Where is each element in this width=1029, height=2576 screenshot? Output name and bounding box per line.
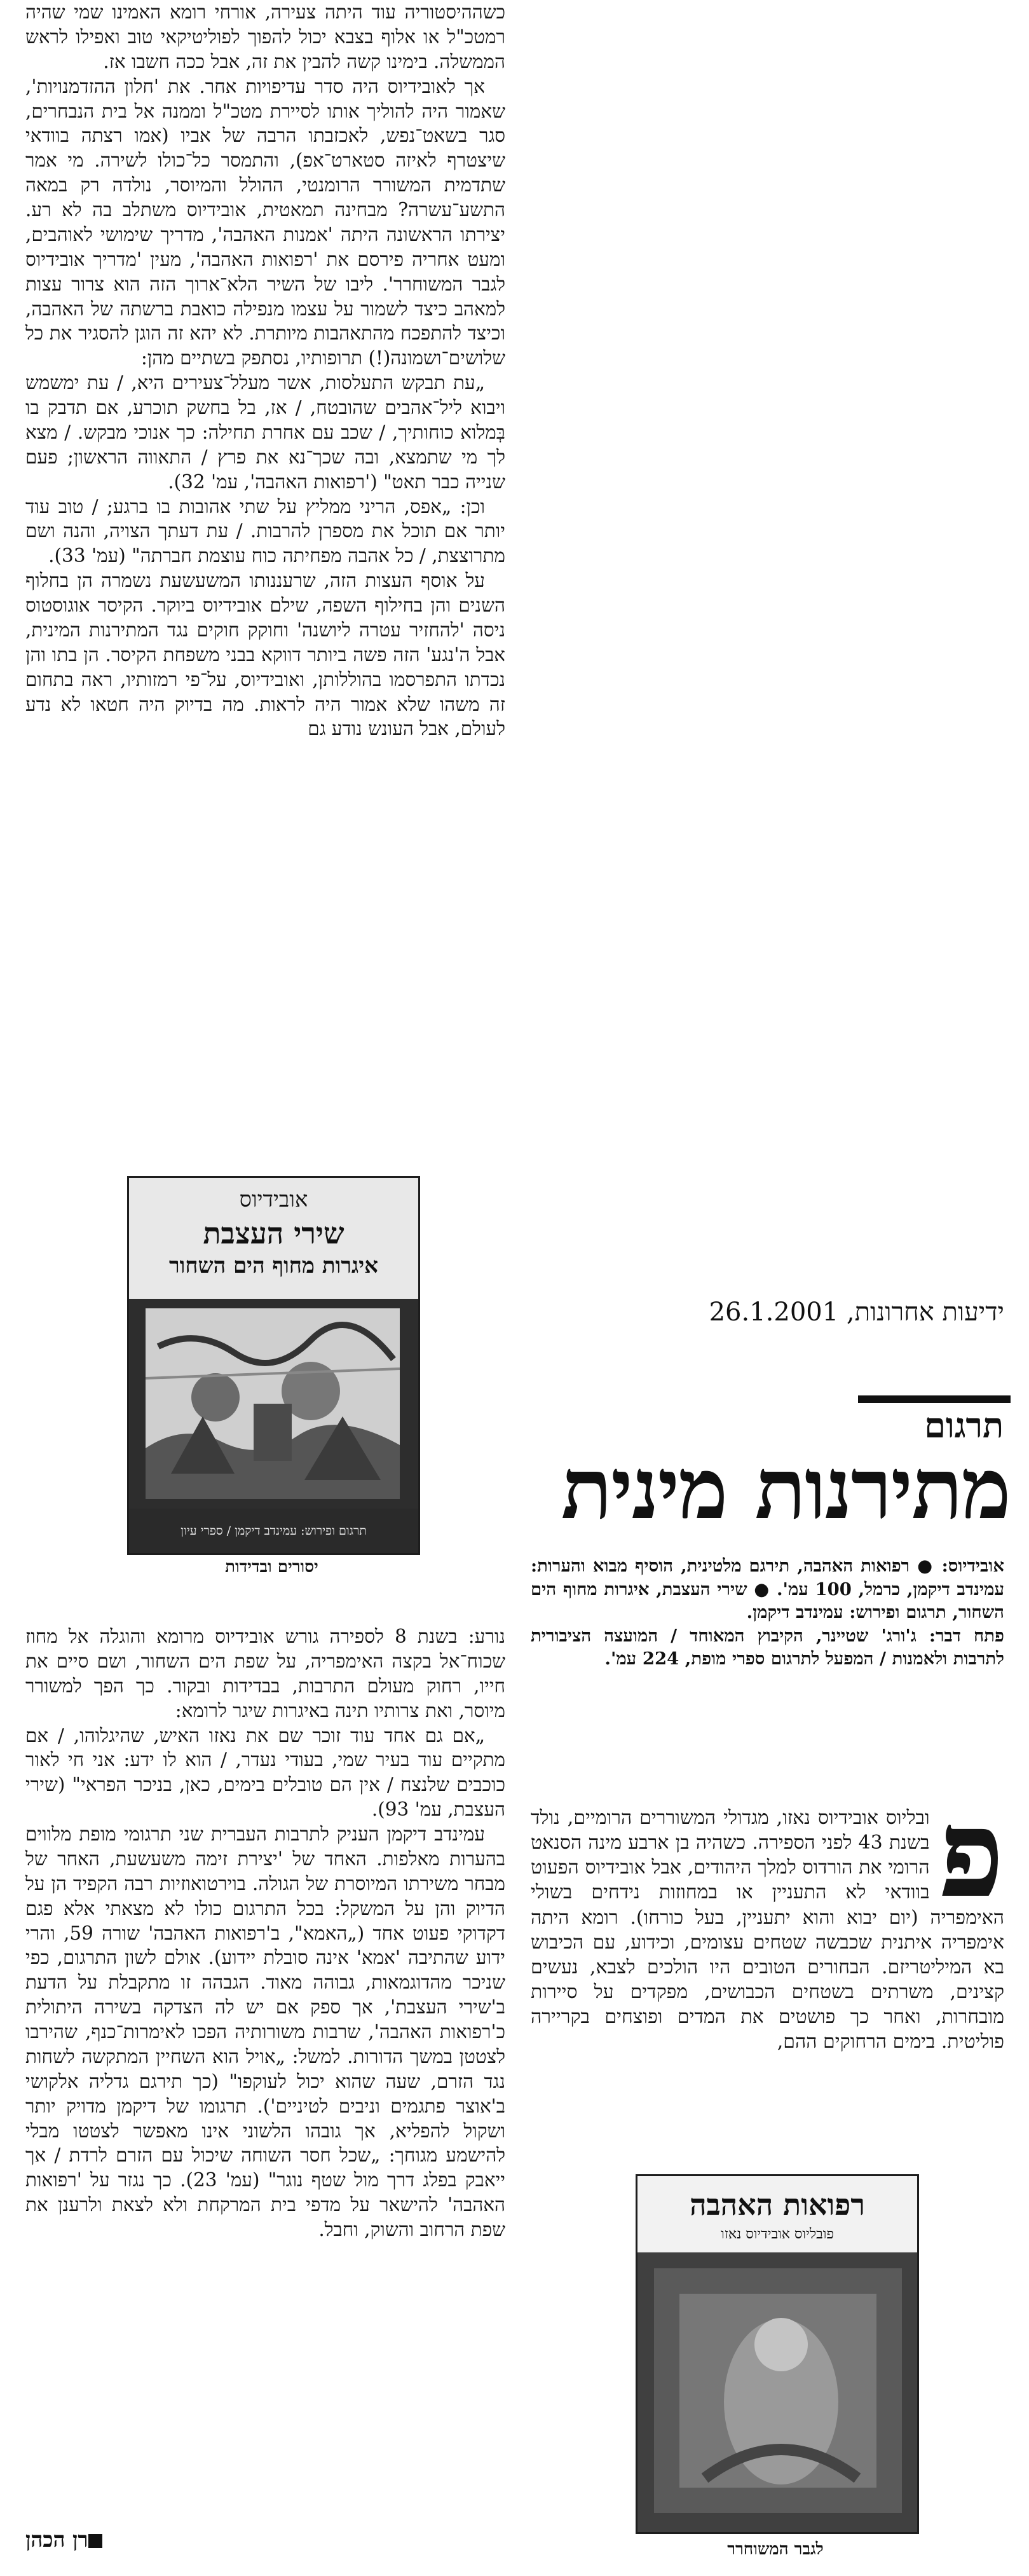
square-bullet-icon — [88, 2534, 102, 2548]
author-name: רן הכהן — [25, 2527, 88, 2552]
paragraph: נורע: בשנת 8 לספירה גורש אובידיוס מרומא והוגלה אל מחוז שכוח־אל בקצה האימפריה, על שפת הים השחור, ושם סיים את חייו, רחוק מעולם התרבות, בבדידות ובקור. כך הפך למשורר מיוסר, ואת צרותיו תינה באיגרות שיגר לרומא: — [25, 1626, 505, 1722]
cover-title-block — [129, 1178, 418, 1299]
book-cover-shirei-haatsevet — [127, 1176, 420, 1555]
cover-painting-image — [654, 2268, 902, 2513]
section-rule — [858, 1395, 1011, 1403]
image-caption: יסורים ובדידות — [225, 1558, 318, 1577]
section-label: תרגום — [924, 1405, 1004, 1446]
paragraph: „אם גם אחד עוד זוכר שם את נאזו האיש, שהיגלוהו, / אם מתקיים עוד בעיר שמי, בעודי נעדר, / הוא לו ידע: אני חי לאור כוכבים שלנצח / אין הם טובלים בימים, כאן, בניכר הפראי" (שירי העצבת, עמ' 93). — [25, 1724, 505, 1821]
author-byline — [25, 2527, 110, 2552]
paragraph: וכן: „אפס, הריני ממליץ על שתי אהובות בו ברגע; / טוב עוד יותר אם תוכל את מספרן להרבות. / עת דעתך הצויה, והנה ושם מתרוצצת, / כל אהבה מפחיתה כוח עוצמת חברתה" (עמ' 33). — [25, 495, 505, 567]
drop-cap: פ — [938, 1783, 1004, 1924]
cover-engraving-image — [146, 1308, 400, 1499]
credits-line: אובידיוס: ● רפואות האהבה, תירגם מלטינית, הוסיף מבוא והערות: עמינדב דיקמן, כרמל, 100 עמ'. ● שירי העצבת, איגרות מחוף הים השחור, תרגום ופירוש: עמינדב דיקמן. — [531, 1556, 1005, 1623]
headline: מתירנות מינית — [561, 1440, 1010, 1538]
paragraph: על אוסף העצות הזה, שרעננותו המשעשעת נשמרה הן בחלוף השנים והן בחילוף השפה, שילם אובידיוס ביוקר. הקיסר אוגוסטוס ניסה 'להחזיר עטרה ליושנה' וחוקק חוקים נגד המתירנות המינית, אבל ה'נגע' הזה פשה ביותר דווקא בבני משפחת הקיסר. הן בתו והן נכדתו התפרסמו בהוללותן, ואובידיוס, על־פי רמזותיו, ראה בתחום זה משהו שלא אמור היה לראות. מה בדיוק היה חטאו לא נדע לעולם, אבל העונש נודע גם — [25, 570, 505, 740]
image-caption: לגבר המשוחרר — [727, 2540, 824, 2559]
credits-line: פתח דבר: ג'ורג' שטיינר, הקיבוץ המאוחד / המועצה הציבורית לתרבות ולאמנות / המפעל לתרגום ספרי מופת, 224 עמ'. — [531, 1625, 1004, 1669]
article-lead-column — [531, 1783, 1004, 2054]
cover-author: אובידיוס — [239, 1187, 308, 1212]
cover-title-block — [637, 2176, 917, 2252]
book-credits — [531, 1554, 1004, 1671]
article-column-top — [25, 0, 505, 741]
publication-dateline: ידיעות אחרונות, 26.1.2001 — [709, 1298, 1004, 1327]
book-cover-refuot-haahava — [636, 2174, 919, 2534]
cover-subtitle: איגרות מחוף הים השחור — [168, 1253, 379, 1278]
cover-title: שירי העצבת — [203, 1216, 344, 1250]
cover-title: רפואות האהבה — [690, 2188, 865, 2222]
cover-footer: תרגום ופירוש: עמינדב דיקמן / ספרי עיון — [129, 1509, 418, 1553]
paragraph: אך לאובידיוס היה סדר עדיפויות אחר. את 'חלון ההזדמנויות', שאמור היה להוליך אותו לסיירת מטכ"ל וממנה אל בית הנבחרים, סגר בשאט־נפש, לאכזבתו הרבה של אביו (אמו רצתה בוודאי שיצטרף לאיזה סטארט־אפ), והתמסר כל־כולו לשירה. מי אמר שתדמית המשורר הרומנטי, ההולל והמיוסר, נולדה רק במאה התשע־עשרה? מבחינה תמאטית, אובידיוס משתלב בה לא רע. יצירתו הראשונה היתה 'אמנות האהבה', מדריך שימושי לאוהבים, ומעט אחריה פירסם את 'רפואות האהבה', מעין 'מדריך אובידיוס לגבר המשוחרר'. ליבו של השיר הלא־ארוך הזה הוא צרור עצות למאהב כיצד לשמור על עצמו מנפילה כואבת ברשתה של האהבה, וכיצד להתפכח מהתאהבות מיותרת. לא יהא זה הוגן להסגיר את כל שלושים־ושמונה(!) תרופותיו, נסתפק בשתיים מהן: — [25, 75, 505, 369]
paragraph: ובליוס אובידיוס נאזו, מגדולי המשוררים הרומיים, נולד בשנת 43 לפני הספירה. כשהיה בן ארבע מינה הסנאט הרומי את הורדוס למלך היהודים, אבל אובידיוס הפעוט בוודאי לא התעניין או במחוזות נידחים בשולי האימפריה (יום יבוא והוא יתעניין, בעל כורחו). רומא היתה אימפריה איתנית שכבשה שטחים עצומים, וכידוע, עם הכיבוש בא המיליטריזם. הבחורים הטובים היו הולכים לצבא, נעשים קצינים, משרתים בשטחים הכבושים, מפקדים על סיירות מובחרות, ואחר כך פושטים את המדים ופוצחים בקריירה פוליטית. בימים הרחוקים ההם, — [531, 1807, 1004, 2053]
paragraph: „עת תבקש התעלסות, אשר מעלל־צעירים היא, / עת ימשמש ויבוא ליל־אהבים שהובטח, / אז, בל בחשק תוכרע, אם תדבק בו בְּמלוא כוחותיך, / שכב עם אחרת תחילה: כך אנוכי מבקש. / מצא לך מי שתמצא, ובה שכך־נא את פרץ / התאווה הראשון; פעם שנייה כבר תאט" ('רפואות האהבה', עמ' 32). — [25, 372, 505, 493]
cover-subtitle: פובליוס אובידיוס נאזו — [721, 2226, 834, 2242]
paragraph: כשההיסטוריה עוד היתה צעירה, אורחי רומא האמינו שמי שהיה רמטכ"ל או אלוף בצבא יכול להפוך לפוליטיקאי טוב ואפילו לראש הממשלה. בימינו קשה להבין את זה, אבל ככה חשבו אז. — [25, 1, 505, 72]
paragraph: עמינדב דיקמן העניק לתרבות העברית שני תרגומי מופת מלווים בהערות מאלפות. האחד של 'יצירת זימה משעשעת, האחר של מבחר משירתו המיוסרת של הגולה. בוירטואוזיות רבה הקפיד הן על הדיוק והן על המשקל: בכל התרגום כולו לא מצאתי אלא פגם דקדוקי פעוט אחד („האמא", ב'רפואות האהבה' שורה 59, והרי ידוע שהתיבה 'אמא' אינה סובלת יידוע). אולם לשון התרגום, כפי שניכר מהדוגמאות, גבוהה מאוד. הגבהה זו מתקבלת על הדעת ב'שירי העצבת', אך ספק אם יש לה הצדקה בשירה היתולית כ'רפואות האהבה', שרבות משורותיה הפכו לאימרות־כנף, שהירבו לצטטן במשך הדורות. למשל: „אויל הוא השחיין המתקשה לשחות נגד הזרם, שעה שהוא יכול לעוקפו" (כך תירגם גדליה אלקושי ב'אוצר פתגמים וניבים לטיניים'). תרגומו של דיקמן מדויק יותר ושקול להפליא, אך גובהו הלשוני אינו מאפשר לצטטו מבלי להישמע מגוחך: „שכל חסר השוחה שיכול עם הזרם לרדת / אך ייאבק בפלג דרך מול שטף נוגר" (עמ' 23). כך נגזר על 'רפואות האהבה' להישאר על מדפי בית המרקחת ולא לצאת ולרענן את שפת הרחוב והשוק, וחבל. — [25, 1823, 505, 2240]
article-column-bottom — [25, 1624, 505, 2242]
